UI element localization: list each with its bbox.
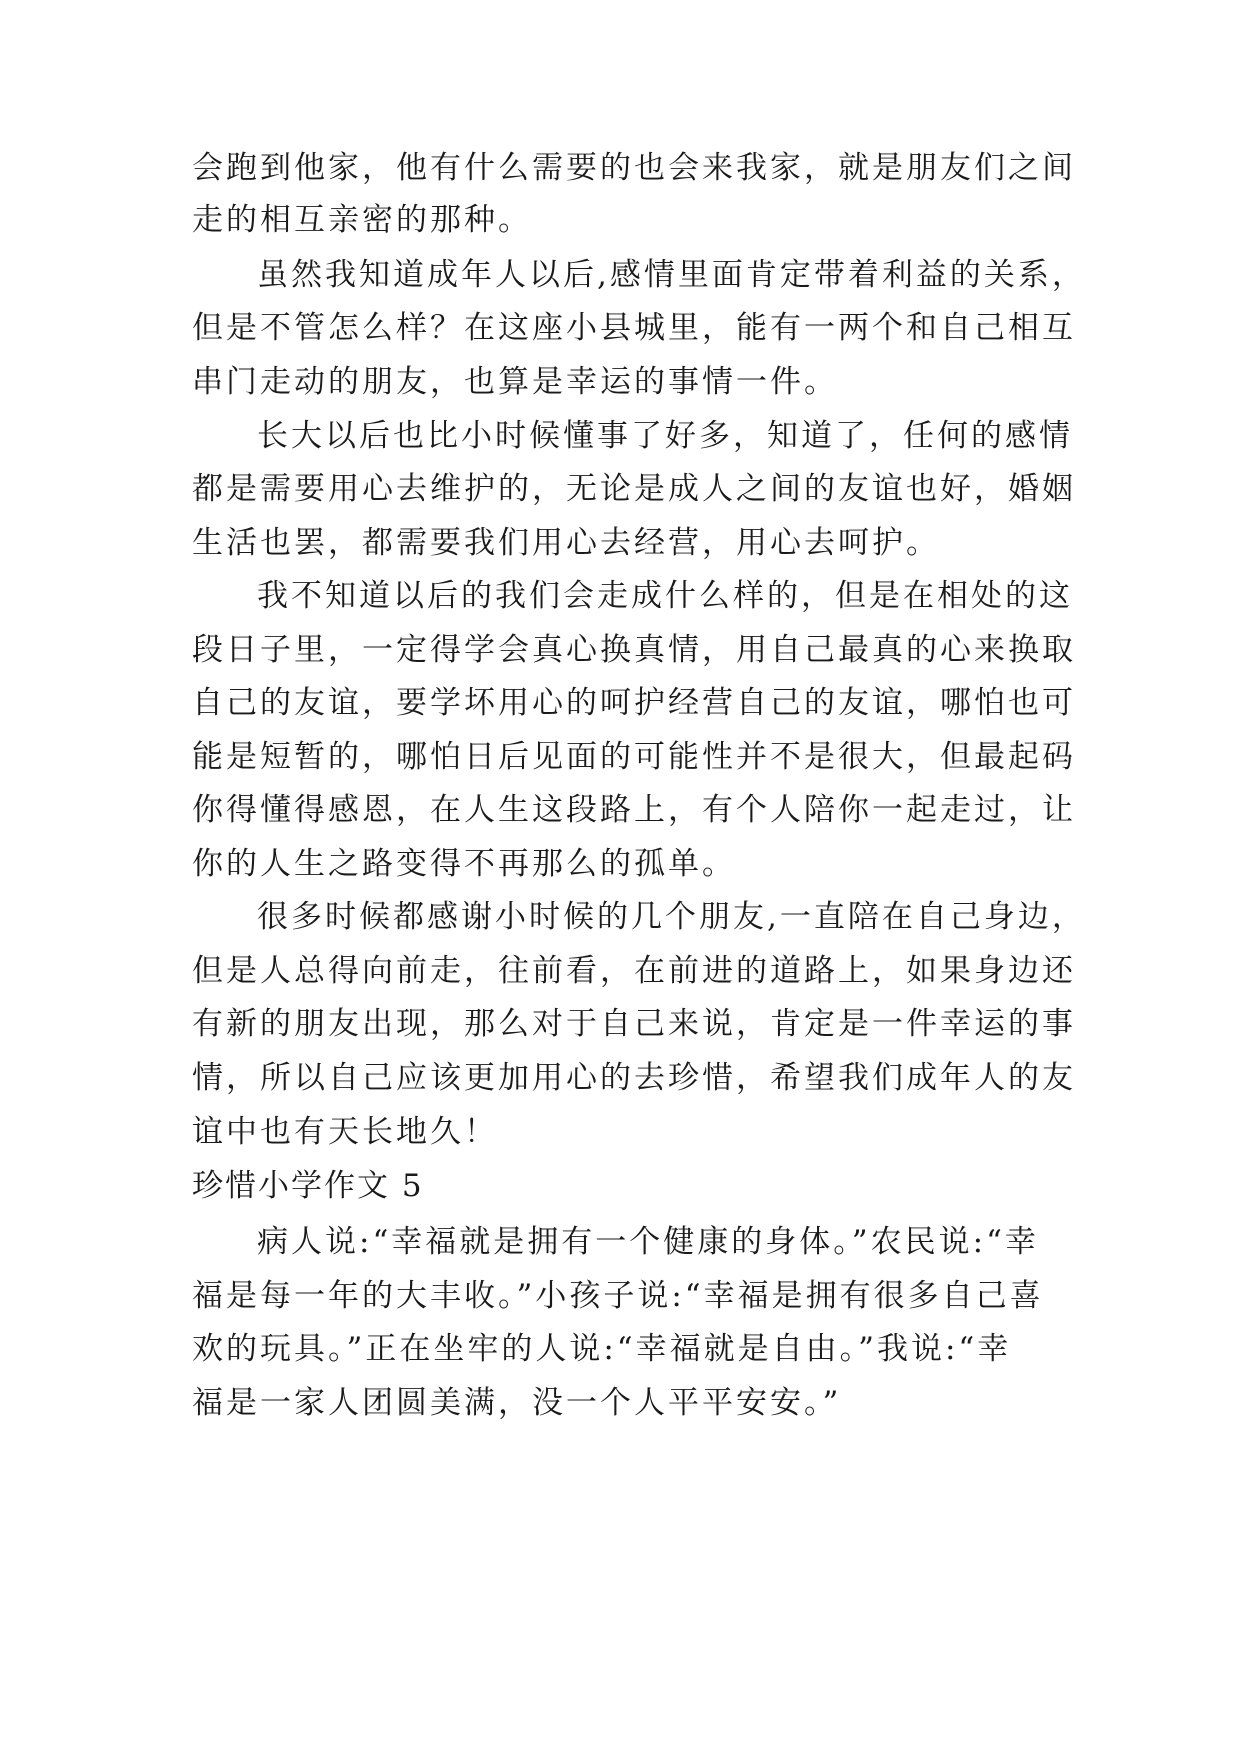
text-line: 生活也罢，都需要我们用心去经营，用心去呵护。 <box>192 525 940 561</box>
text-line: 串门走动的朋友，也算是幸运的事情一件。 <box>192 364 838 400</box>
text-line: 谊中也有天长地久！ <box>192 1114 498 1150</box>
text-line: 能是短暂的，哪怕日后见面的可能性并不是很大，但最起码 <box>192 739 1076 775</box>
text-line: 虽然我知道成年人以后,感情里面肯定带着利益的关系， <box>257 257 1086 293</box>
text-line: 但是人总得向前走，往前看，在前进的道路上，如果身边还 <box>192 953 1076 989</box>
text-line: 我不知道以后的我们会走成什么样的，但是在相处的这 <box>257 578 1073 614</box>
text-line: 段日子里，一定得学会真心换真情，用自己最真的心来换取 <box>192 632 1076 668</box>
text-line: 有新的朋友出现，那么对于自己来说，肯定是一件幸运的事 <box>192 1006 1076 1042</box>
text-line: 病人说:“幸福就是拥有一个健康的身体。”农民说:“幸 <box>257 1224 1039 1260</box>
text-line: 福是一家人团圆美满，没一个人平平安安。” <box>192 1385 842 1421</box>
text-line: 自己的友谊，要学坏用心的呵护经营自己的友谊，哪怕也可 <box>192 685 1076 721</box>
text-line: 走的相互亲密的那种。 <box>192 202 532 238</box>
text-line: 但是不管怎么样？在这座小县城里，能有一两个和自己相互 <box>192 310 1076 346</box>
text-line: 会跑到他家，他有什么需要的也会来我家，就是朋友们之间 <box>192 150 1076 186</box>
text-line: 福是每一年的大丰收。”小孩子说:“幸福是拥有很多自己喜 <box>192 1278 1044 1314</box>
text-line: 长大以后也比小时候懂事了好多，知道了，任何的感情 <box>257 418 1073 454</box>
text-line: 欢的玩具。”正在坐牢的人说:“幸福就是自由。”我说:“幸 <box>192 1331 1012 1367</box>
text-line: 很多时候都感谢小时候的几个朋友,一直陪在自己身边， <box>257 899 1086 935</box>
text-line: 你的人生之路变得不再那么的孤单。 <box>192 846 736 882</box>
section-heading: 珍惜小学作文 5 <box>192 1168 424 1204</box>
text-line: 都是需要用心去维护的，无论是成人之间的友谊也好，婚姻 <box>192 471 1076 507</box>
text-line: 情，所以自己应该更加用心的去珍惜，希望我们成年人的友 <box>192 1060 1076 1096</box>
text-line: 你得懂得感恩，在人生这段路上，有个人陪你一起走过，让 <box>192 792 1076 828</box>
